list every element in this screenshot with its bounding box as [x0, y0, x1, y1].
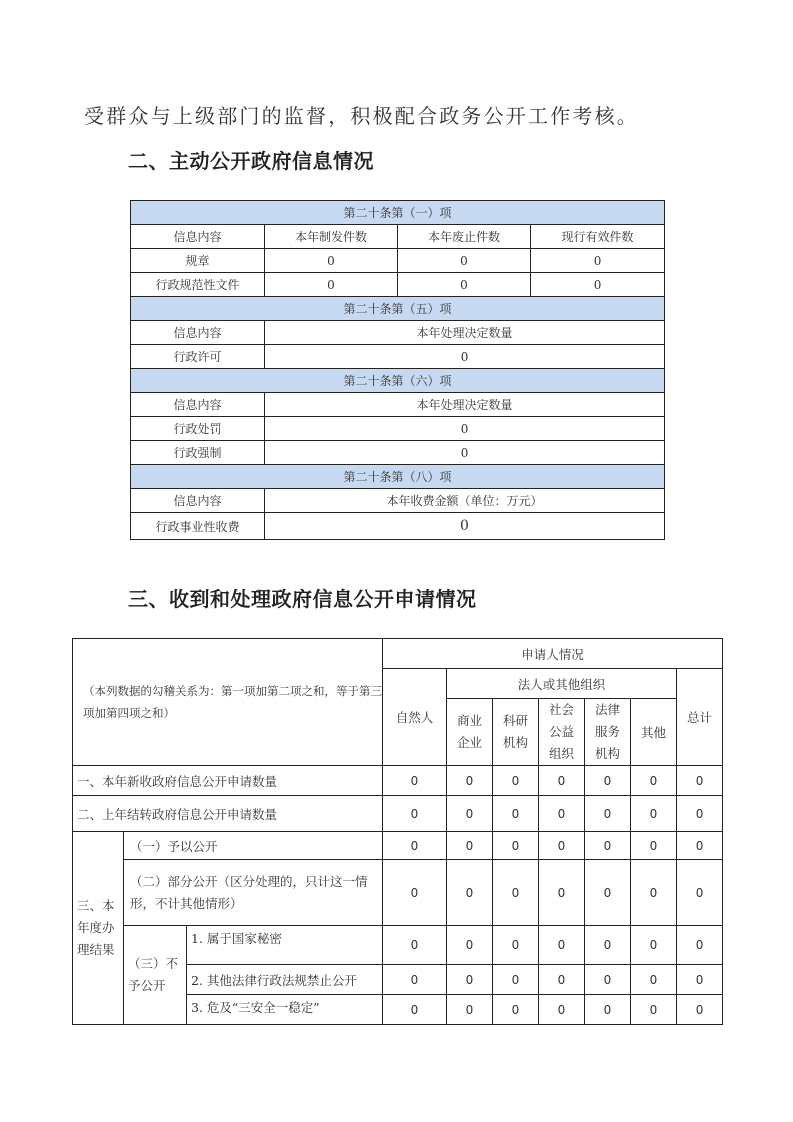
band-article-20-6: 第二十条第（六）项 [131, 369, 665, 393]
table-header-row [73, 639, 723, 669]
row-label: 行政事业性收费 [131, 513, 265, 540]
value-cell: 0 [493, 926, 539, 965]
intro-paragraph: 受群众与上级部门的监督，积极配合政务公开工作考核。 [84, 104, 639, 128]
application-handling-table [72, 638, 723, 1025]
value-cell: 0 [677, 860, 723, 926]
value-cell: 0 [447, 860, 493, 926]
band-article-20-8: 第二十条第（八）项 [131, 465, 665, 489]
value-cell: 0 [631, 926, 677, 965]
band-article-20-5: 第二十条第（五）项 [131, 297, 665, 321]
value-cell: 0 [265, 273, 398, 297]
header-cell: 本年废止件数 [398, 225, 531, 249]
header-cell: 本年收费金额（单位：万元） [265, 489, 665, 513]
row-label: 行政许可 [131, 345, 265, 369]
row-label: 3. 危及“三安全一稳定” [187, 995, 383, 1025]
table-header-row [131, 225, 665, 249]
value-cell: 0 [539, 832, 585, 860]
value-cell: 0 [447, 832, 493, 860]
value-cell: 0 [539, 926, 585, 965]
value-cell: 0 [447, 995, 493, 1025]
value-cell: 0 [677, 796, 723, 832]
section-heading-proactive-disclosure: 二、主动公开政府信息情况 [128, 149, 374, 173]
value-cell: 0 [585, 926, 631, 965]
table-band-row [131, 369, 665, 393]
value-cell: 0 [677, 766, 723, 796]
value-cell: 0 [677, 926, 723, 965]
value-cell: 0 [531, 249, 665, 273]
proactive-disclosure-table [130, 200, 665, 540]
value-cell: 0 [447, 926, 493, 965]
table-row [73, 832, 723, 860]
value-cell: 0 [398, 273, 531, 297]
value-cell: 0 [585, 832, 631, 860]
row-label: 行政规范性文件 [131, 273, 265, 297]
value-cell: 0 [677, 965, 723, 995]
value-cell: 0 [585, 766, 631, 796]
header-cell: 信息内容 [131, 225, 265, 249]
value-cell: 0 [631, 860, 677, 926]
value-cell: 0 [265, 513, 665, 540]
group-label-not-disclosed: （三）不予公开 [124, 926, 187, 1025]
row-label: 行政强制 [131, 441, 265, 465]
header-total: 总计 [677, 669, 723, 766]
table-header-row [131, 321, 665, 345]
header-other: 其他 [631, 699, 677, 766]
value-cell: 0 [585, 995, 631, 1025]
table-band-row [131, 465, 665, 489]
value-cell: 0 [383, 832, 447, 860]
header-legal-service: 法律服务机构 [585, 699, 631, 766]
value-cell: 0 [447, 796, 493, 832]
header-cell: 本年制发件数 [265, 225, 398, 249]
row-label: 二、上年结转政府信息公开申请数量 [73, 796, 383, 832]
header-cell: 本年处理决定数量 [265, 393, 665, 417]
table-row [73, 860, 723, 926]
row-label: （一）予以公开 [124, 832, 383, 860]
value-cell: 0 [383, 995, 447, 1025]
value-cell: 0 [585, 796, 631, 832]
value-cell: 0 [493, 832, 539, 860]
table-row [131, 345, 665, 369]
value-cell: 0 [585, 965, 631, 995]
value-cell: 0 [265, 345, 665, 369]
value-cell: 0 [631, 796, 677, 832]
band-article-20-1: 第二十条第（一）项 [131, 201, 665, 225]
header-research: 科研机构 [493, 699, 539, 766]
value-cell: 0 [265, 417, 665, 441]
value-cell: 0 [493, 796, 539, 832]
header-cell: 本年处理决定数量 [265, 321, 665, 345]
table-header-row [131, 489, 665, 513]
value-cell: 0 [383, 860, 447, 926]
value-cell: 0 [383, 766, 447, 796]
value-cell: 0 [383, 926, 447, 965]
value-cell: 0 [539, 766, 585, 796]
value-cell: 0 [447, 965, 493, 995]
table-row [131, 417, 665, 441]
value-cell: 0 [631, 965, 677, 995]
value-cell: 0 [398, 249, 531, 273]
value-cell: 0 [631, 832, 677, 860]
group-label-handling-results: 三、本年度办理结果 [73, 832, 124, 1025]
section-heading-application-handling: 三、收到和处理政府信息公开申请情况 [128, 587, 477, 611]
value-cell: 0 [493, 860, 539, 926]
header-social: 社会公益组织 [539, 699, 585, 766]
row-label: 行政处罚 [131, 417, 265, 441]
value-cell: 0 [531, 273, 665, 297]
table-row [131, 273, 665, 297]
row-label: 2. 其他法律行政法规禁止公开 [187, 965, 383, 995]
value-cell: 0 [677, 832, 723, 860]
value-cell: 0 [631, 766, 677, 796]
header-cell: 信息内容 [131, 393, 265, 417]
value-cell: 0 [585, 860, 631, 926]
header-cell: 信息内容 [131, 321, 265, 345]
value-cell: 0 [265, 249, 398, 273]
header-applicant: 申请人情况 [383, 639, 723, 669]
header-legal-org: 法人或其他组织 [447, 669, 677, 699]
value-cell: 0 [383, 796, 447, 832]
header-cell: 信息内容 [131, 489, 265, 513]
value-cell: 0 [383, 965, 447, 995]
header-cell: 现行有效件数 [531, 225, 665, 249]
table-header-row [131, 393, 665, 417]
row-label: 一、本年新收政府信息公开申请数量 [73, 766, 383, 796]
row-label: （二）部分公开（区分处理的，只计这一情形，不计其他情形） [124, 860, 383, 926]
table-row [73, 926, 723, 965]
value-cell: 0 [493, 995, 539, 1025]
row-label: 规章 [131, 249, 265, 273]
table-row [73, 796, 723, 832]
value-cell: 0 [539, 995, 585, 1025]
value-cell: 0 [539, 860, 585, 926]
table-row [73, 766, 723, 796]
value-cell: 0 [631, 995, 677, 1025]
table-band-row [131, 201, 665, 225]
value-cell: 0 [447, 766, 493, 796]
header-natural-person: 自然人 [383, 669, 447, 766]
consistency-note: （本列数据的勾稽关系为：第一项加第二项之和，等于第三项加第四项之和） [73, 639, 383, 766]
value-cell: 0 [493, 965, 539, 995]
table-row [131, 441, 665, 465]
table-row [131, 249, 665, 273]
value-cell: 0 [539, 796, 585, 832]
value-cell: 0 [677, 995, 723, 1025]
header-commercial: 商业企业 [447, 699, 493, 766]
value-cell: 0 [265, 441, 665, 465]
value-cell: 0 [493, 766, 539, 796]
table-band-row [131, 297, 665, 321]
table-row [131, 513, 665, 540]
value-cell: 0 [539, 965, 585, 995]
row-label: 1. 属于国家秘密 [187, 926, 383, 965]
